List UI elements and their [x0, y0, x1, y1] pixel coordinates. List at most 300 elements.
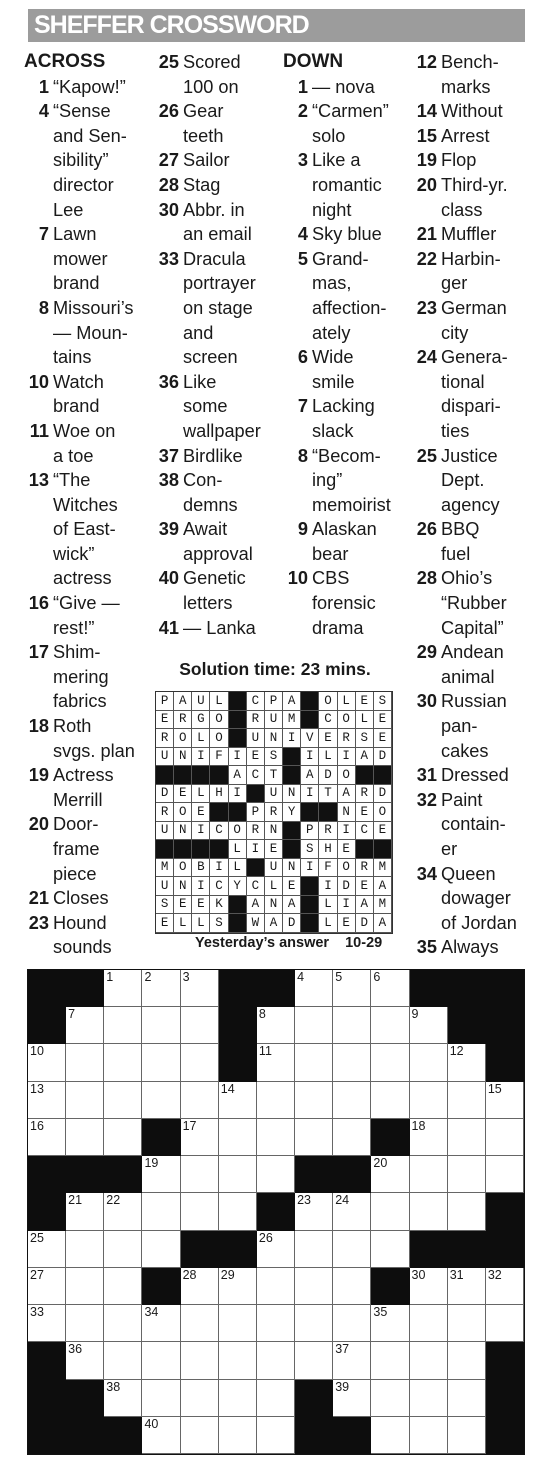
down-clues-column-1 — [283, 50, 411, 640]
clue-number: 19 — [416, 150, 437, 171]
grid-cell[interactable] — [219, 1268, 257, 1305]
clue-line — [283, 345, 411, 370]
grid-cell[interactable] — [219, 1082, 257, 1119]
grid-cell[interactable] — [181, 1156, 219, 1193]
clue-line — [283, 517, 411, 542]
clue-line — [24, 99, 152, 124]
solution-letter: L — [192, 785, 210, 804]
solution-letter: E — [156, 711, 174, 730]
grid-cell[interactable] — [295, 1268, 333, 1305]
solution-letter: H — [319, 840, 337, 859]
grid-block — [28, 1193, 66, 1230]
clue-number: 18 — [28, 716, 49, 737]
cell-number: 40 — [144, 1416, 159, 1431]
solution-letter: L — [356, 711, 374, 730]
grid-cell[interactable] — [486, 1156, 524, 1193]
grid-cell[interactable] — [410, 1417, 448, 1454]
grid-cell[interactable] — [410, 1119, 448, 1156]
clue-text: marks — [441, 76, 491, 97]
grid-block — [28, 1417, 66, 1454]
solution-letter: G — [192, 711, 210, 730]
clue-number: 41 — [158, 617, 179, 638]
grid-cell[interactable] — [448, 1193, 486, 1230]
clue-number — [412, 198, 437, 223]
grid-block — [295, 1417, 333, 1454]
grid-cell[interactable] — [257, 1119, 295, 1156]
clue-line — [24, 517, 152, 542]
grid-cell[interactable] — [104, 1082, 142, 1119]
grid-cell[interactable] — [181, 1193, 219, 1230]
clue-text: Without — [441, 101, 503, 122]
clue-line — [24, 566, 152, 591]
solution-block — [210, 840, 228, 859]
grid-cell[interactable] — [333, 1007, 371, 1044]
clue-number: 19 — [28, 765, 49, 786]
cell-number: 26 — [258, 1230, 273, 1245]
grid-cell[interactable] — [66, 1342, 104, 1379]
clue-number: 9 — [297, 519, 308, 540]
grid-block — [28, 1342, 66, 1379]
grid-cell[interactable] — [104, 1193, 142, 1230]
grid-cell[interactable] — [142, 1380, 180, 1417]
clue-text: Gear — [183, 101, 224, 122]
grid-cell[interactable] — [142, 1417, 180, 1454]
clue-text: Third-yr. — [441, 174, 508, 195]
solution-letter: F — [319, 859, 337, 878]
grid-cell[interactable] — [333, 1268, 371, 1305]
clue-text: on stage — [183, 297, 253, 318]
clue-text: ger — [441, 273, 468, 294]
clue-number — [154, 591, 179, 616]
cell-number: 25 — [30, 1230, 44, 1245]
grid-cell[interactable] — [448, 1044, 486, 1081]
clue-text: contain- — [441, 814, 506, 835]
grid-cell[interactable] — [486, 1305, 524, 1342]
grid-cell[interactable] — [104, 1268, 142, 1305]
grid-cell[interactable] — [410, 1156, 448, 1193]
solution-block — [374, 766, 392, 785]
grid-cell[interactable] — [448, 1380, 486, 1417]
grid-cell[interactable] — [257, 1268, 295, 1305]
grid-block — [410, 970, 448, 1007]
grid-cell[interactable] — [181, 1342, 219, 1379]
grid-cell[interactable] — [142, 970, 180, 1007]
grid-cell[interactable] — [104, 1305, 142, 1342]
grid-cell[interactable] — [104, 970, 142, 1007]
grid-cell[interactable] — [257, 1417, 295, 1454]
solution-letter: K — [210, 896, 228, 915]
solution-letter: D — [319, 766, 337, 785]
grid-cell[interactable] — [333, 1342, 371, 1379]
grid-cell[interactable] — [333, 1119, 371, 1156]
solution-letter: L — [229, 859, 247, 878]
solution-letter: E — [356, 692, 374, 711]
clue-text: — nova — [312, 76, 375, 97]
grid-cell[interactable] — [410, 1380, 448, 1417]
clue-line — [412, 665, 537, 690]
clue-text: animal — [441, 666, 495, 687]
clue-line — [154, 124, 282, 149]
solution-letter: M — [156, 859, 174, 878]
grid-cell[interactable] — [28, 1119, 66, 1156]
solution-letter: D — [338, 877, 356, 896]
clue-line — [412, 468, 537, 493]
grid-cell[interactable] — [448, 1342, 486, 1379]
grid-block — [486, 1231, 524, 1268]
clue-text: fabrics — [53, 691, 107, 712]
solution-letter: R — [156, 803, 174, 822]
grid-cell[interactable] — [333, 1193, 371, 1230]
solution-letter: P — [156, 692, 174, 711]
grid-cell[interactable] — [295, 1305, 333, 1342]
grid-cell[interactable] — [219, 1119, 257, 1156]
solution-letter: L — [338, 692, 356, 711]
cell-number: 20 — [373, 1156, 388, 1171]
grid-cell[interactable] — [295, 1119, 333, 1156]
across-heading: ACROSS — [24, 51, 106, 72]
grid-cell[interactable] — [410, 1268, 448, 1305]
solution-letter: E — [338, 914, 356, 933]
solution-letter: T — [265, 766, 283, 785]
grid-block — [333, 1417, 371, 1454]
grid-cell[interactable] — [257, 1231, 295, 1268]
grid-cell[interactable] — [410, 1044, 448, 1081]
grid-cell[interactable] — [142, 1082, 180, 1119]
grid-cell[interactable] — [295, 1007, 333, 1044]
clue-line — [24, 198, 152, 223]
clue-number — [283, 419, 308, 444]
cell-number: 32 — [487, 1267, 502, 1282]
grid-cell[interactable] — [410, 1193, 448, 1230]
clue-number: 24 — [416, 347, 437, 368]
clue-number — [412, 370, 437, 395]
clue-text: night — [312, 199, 352, 220]
clue-number — [24, 689, 49, 714]
grid-cell[interactable] — [219, 1342, 257, 1379]
grid-cell[interactable] — [333, 1082, 371, 1119]
clue-line — [24, 222, 152, 247]
solution-letter: V — [301, 729, 319, 748]
clue-number — [154, 222, 179, 247]
grid-cell[interactable] — [104, 1380, 142, 1417]
solution-letter: I — [229, 785, 247, 804]
clue-number — [24, 148, 49, 173]
down-clues-column-2 — [412, 50, 537, 960]
clue-text: Sky blue — [312, 224, 382, 245]
solution-letter: I — [192, 822, 210, 841]
grid-cell[interactable] — [371, 1007, 409, 1044]
clue-number — [283, 542, 308, 567]
solution-block — [156, 766, 174, 785]
clue-text: tional — [441, 371, 485, 392]
clue-line — [412, 173, 537, 198]
clue-number — [154, 124, 179, 149]
solution-block — [356, 766, 374, 785]
grid-cell[interactable] — [410, 1342, 448, 1379]
solution-block — [283, 822, 301, 841]
clue-line — [412, 370, 537, 395]
grid-cell[interactable] — [448, 1417, 486, 1454]
grid-cell[interactable] — [257, 1342, 295, 1379]
clue-number: 2 — [297, 101, 308, 122]
grid-cell[interactable] — [448, 1305, 486, 1342]
grid-cell[interactable] — [104, 1342, 142, 1379]
clue-line — [154, 394, 282, 419]
grid-cell[interactable] — [257, 1380, 295, 1417]
solution-letter: E — [356, 803, 374, 822]
grid-cell[interactable] — [219, 1380, 257, 1417]
grid-cell[interactable] — [371, 1305, 409, 1342]
clue-line — [283, 75, 411, 100]
clue-line — [154, 370, 282, 395]
clue-text: tains — [53, 347, 92, 368]
grid-cell[interactable] — [181, 1082, 219, 1119]
grid-cell[interactable] — [257, 1044, 295, 1081]
grid-block — [142, 1268, 180, 1305]
grid-cell[interactable] — [66, 1305, 104, 1342]
cell-number: 28 — [182, 1267, 197, 1282]
clue-text: brand — [53, 396, 100, 417]
clue-text: wallpaper — [183, 420, 261, 441]
clue-text: some — [183, 396, 228, 417]
clue-number: 5 — [297, 248, 308, 269]
clue-line — [412, 837, 537, 862]
clue-number: 15 — [416, 125, 437, 146]
solution-letter: N — [283, 785, 301, 804]
grid-cell[interactable] — [410, 1082, 448, 1119]
solution-letter: I — [283, 729, 301, 748]
grid-cell[interactable] — [142, 1156, 180, 1193]
grid-cell[interactable] — [66, 1044, 104, 1081]
solution-letter: N — [174, 877, 192, 896]
clue-number — [24, 345, 49, 370]
clue-number: 12 — [416, 52, 437, 72]
grid-block — [448, 1231, 486, 1268]
grid-cell[interactable] — [295, 1082, 333, 1119]
down-heading: DOWN — [283, 51, 344, 72]
clue-line — [24, 124, 152, 149]
grid-cell[interactable] — [28, 1305, 66, 1342]
crossword-grid[interactable] — [27, 969, 525, 1455]
clue-text: Bench- — [441, 52, 499, 72]
clue-line — [412, 763, 537, 788]
grid-cell[interactable] — [371, 970, 409, 1007]
clue-number: 6 — [297, 347, 308, 368]
clue-text: Wide — [312, 347, 354, 368]
clue-text: Actress — [53, 765, 114, 786]
grid-cell[interactable] — [295, 1342, 333, 1379]
solution-letter: I — [301, 785, 319, 804]
clue-number — [24, 247, 49, 272]
grid-cell[interactable] — [28, 1082, 66, 1119]
solution-letter: R — [338, 729, 356, 748]
cell-number: 31 — [449, 1267, 464, 1282]
grid-cell[interactable] — [257, 1007, 295, 1044]
clue-text: German — [441, 297, 507, 318]
clue-text: sibility” — [53, 150, 109, 171]
grid-cell[interactable] — [257, 1305, 295, 1342]
solution-letter: E — [174, 785, 192, 804]
clue-number — [283, 296, 308, 321]
grid-cell[interactable] — [257, 1082, 295, 1119]
clue-line — [412, 271, 537, 296]
puzzle-title: SHEFFER CROSSWORD — [34, 11, 309, 39]
grid-cell[interactable] — [181, 1417, 219, 1454]
clue-text: frame — [53, 839, 100, 859]
grid-cell[interactable] — [219, 1417, 257, 1454]
grid-cell[interactable] — [371, 1231, 409, 1268]
clue-number: 3 — [297, 150, 308, 171]
grid-cell[interactable] — [257, 1156, 295, 1193]
solution-letter: A — [301, 766, 319, 785]
solution-block — [283, 748, 301, 767]
grid-cell[interactable] — [333, 1044, 371, 1081]
grid-cell[interactable] — [448, 1156, 486, 1193]
clue-line — [24, 665, 152, 690]
clue-text: and — [183, 322, 214, 343]
grid-cell[interactable] — [28, 1231, 66, 1268]
grid-cell[interactable] — [371, 1156, 409, 1193]
solution-block — [247, 859, 265, 878]
grid-cell[interactable] — [371, 1044, 409, 1081]
grid-cell[interactable] — [66, 1007, 104, 1044]
clue-number — [412, 665, 437, 690]
grid-cell[interactable] — [181, 1007, 219, 1044]
solution-letter: I — [247, 840, 265, 859]
grid-cell[interactable] — [371, 1082, 409, 1119]
solution-letter: D — [374, 785, 392, 804]
solution-block — [229, 896, 247, 915]
solution-letter: E — [265, 840, 283, 859]
grid-cell[interactable] — [66, 1231, 104, 1268]
grid-cell[interactable] — [219, 1193, 257, 1230]
grid-cell[interactable] — [371, 1380, 409, 1417]
clue-text: Russian — [441, 691, 507, 712]
grid-cell[interactable] — [104, 1231, 142, 1268]
grid-cell[interactable] — [104, 1119, 142, 1156]
grid-cell[interactable] — [66, 1193, 104, 1230]
cell-number: 22 — [106, 1193, 121, 1208]
grid-cell[interactable] — [28, 1268, 66, 1305]
clue-number — [412, 542, 437, 567]
grid-cell[interactable] — [219, 1156, 257, 1193]
clue-number: 28 — [416, 568, 437, 589]
grid-cell[interactable] — [66, 1082, 104, 1119]
grid-cell[interactable] — [181, 1268, 219, 1305]
cell-number: 15 — [487, 1081, 502, 1096]
grid-cell[interactable] — [66, 1268, 104, 1305]
grid-cell[interactable] — [410, 1305, 448, 1342]
solution-letter: A — [356, 896, 374, 915]
clue-text: ing” — [312, 470, 343, 491]
grid-cell[interactable] — [219, 1305, 257, 1342]
grid-cell[interactable] — [104, 1044, 142, 1081]
grid-cell[interactable] — [142, 1231, 180, 1268]
cell-number: 34 — [144, 1305, 159, 1320]
clue-number: 20 — [28, 814, 49, 835]
grid-cell[interactable] — [142, 1044, 180, 1081]
grid-block — [371, 1268, 409, 1305]
grid-cell[interactable] — [181, 1044, 219, 1081]
clue-number: 11 — [29, 420, 49, 441]
grid-cell[interactable] — [410, 1007, 448, 1044]
grid-cell[interactable] — [104, 1007, 142, 1044]
solution-letter: P — [301, 822, 319, 841]
clue-number — [24, 271, 49, 296]
solution-letter: S — [356, 729, 374, 748]
clue-number: 21 — [28, 888, 49, 909]
grid-cell[interactable] — [181, 1119, 219, 1156]
grid-cell[interactable] — [142, 1193, 180, 1230]
grid-cell[interactable] — [142, 1305, 180, 1342]
clue-number — [412, 591, 437, 616]
clue-line — [412, 862, 537, 887]
clue-number — [24, 517, 49, 542]
clue-text: Paint — [441, 789, 483, 810]
clue-line — [154, 247, 282, 272]
grid-cell[interactable] — [486, 1268, 524, 1305]
grid-cell[interactable] — [333, 1305, 371, 1342]
grid-cell[interactable] — [142, 1342, 180, 1379]
clue-line — [24, 689, 152, 714]
clue-number: 4 — [38, 101, 49, 122]
clue-text: solo — [312, 125, 346, 146]
clue-line — [283, 419, 411, 444]
grid-cell[interactable] — [486, 1119, 524, 1156]
clue-line — [24, 148, 152, 173]
clue-number — [24, 862, 49, 887]
clue-line — [412, 517, 537, 542]
clue-number — [24, 566, 49, 591]
solution-letter: L — [319, 896, 337, 915]
clue-text: “Becom- — [312, 445, 381, 466]
grid-cell[interactable] — [448, 1082, 486, 1119]
grid-cell[interactable] — [448, 1268, 486, 1305]
solution-letter: O — [338, 766, 356, 785]
clue-text: ties — [441, 420, 470, 441]
grid-cell[interactable] — [181, 970, 219, 1007]
grid-cell[interactable] — [181, 1305, 219, 1342]
solution-letter: L — [174, 914, 192, 933]
cell-number: 6 — [373, 970, 381, 984]
solution-letter: C — [210, 822, 228, 841]
clue-text: pan- — [441, 716, 478, 737]
clue-line — [24, 862, 152, 887]
grid-cell[interactable] — [28, 1044, 66, 1081]
grid-cell[interactable] — [486, 1082, 524, 1119]
clue-number: 4 — [297, 224, 308, 245]
grid-cell[interactable] — [142, 1007, 180, 1044]
clue-number — [154, 75, 179, 100]
grid-cell[interactable] — [295, 970, 333, 1007]
clue-number — [412, 419, 437, 444]
grid-cell[interactable] — [295, 1193, 333, 1230]
cell-number: 2 — [144, 970, 152, 984]
grid-cell[interactable] — [295, 1231, 333, 1268]
grid-cell[interactable] — [295, 1044, 333, 1081]
grid-cell[interactable] — [448, 1119, 486, 1156]
grid-cell[interactable] — [333, 1380, 371, 1417]
grid-cell[interactable] — [333, 970, 371, 1007]
grid-cell[interactable] — [371, 1417, 409, 1454]
grid-cell[interactable] — [371, 1342, 409, 1379]
grid-cell[interactable] — [333, 1231, 371, 1268]
grid-cell[interactable] — [66, 1119, 104, 1156]
clue-line — [412, 247, 537, 272]
grid-cell[interactable] — [371, 1193, 409, 1230]
solution-letter: E — [374, 729, 392, 748]
grid-cell[interactable] — [181, 1380, 219, 1417]
